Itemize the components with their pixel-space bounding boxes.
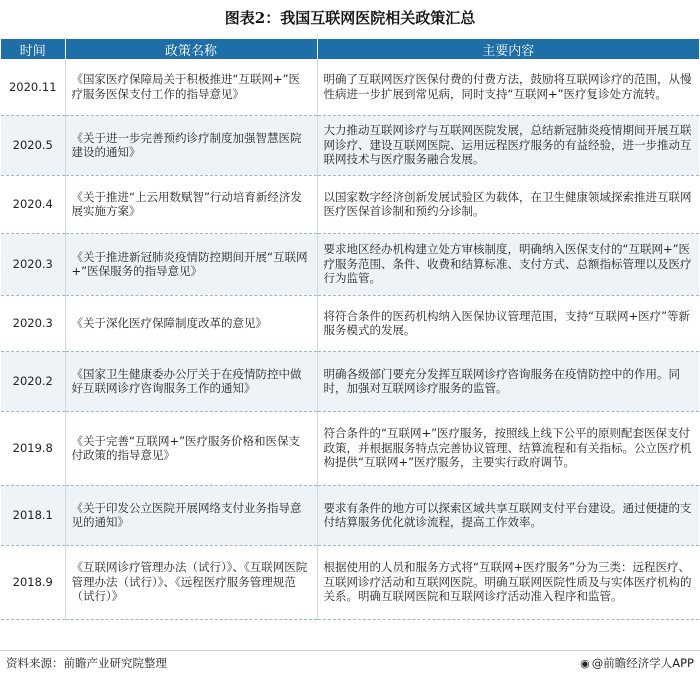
row-time: 2020.3 xyxy=(1,295,65,351)
row-content: 符合条件的“互联网+”医疗服务，按照线上线下公平的原则配套医保支付政策，并根据服务特点完善协议管理、结算流程和有关指标。公立医疗机构提供“互联网+”医疗服务，主要实行政府调节。 xyxy=(317,411,699,485)
source-note: 资料来源：前瞻产业研究院整理 xyxy=(6,656,167,670)
header-policy-name: 政策名称 xyxy=(65,39,317,59)
table-row xyxy=(1,485,699,545)
row-policy-name: 《关于进一步完善预约诊疗制度加强智慧医院建设的通知》 xyxy=(65,115,317,175)
row-time: 2020.11 xyxy=(1,59,65,115)
brand-label: @前瞻经济学人APP xyxy=(591,656,694,670)
header-time: 时间 xyxy=(1,39,65,59)
row-policy-name: 《关于深化医疗保障制度改革的意见》 xyxy=(65,295,317,351)
table-row xyxy=(1,411,699,485)
row-content: 大力推动互联网诊疗与互联网医院发展，总结新冠肺炎疫情期间开展互联网诊疗、建设互联网医院、运用远程医疗服务的有益经验，进一步推动互联网技术与医疗服务融合发展。 xyxy=(317,115,699,175)
row-policy-name: 《国家卫生健康委办公厅关于在疫情防控中做好互联网诊疗咨询服务工作的通知》 xyxy=(65,351,317,411)
row-policy-name: 《国家医疗保障局关于积极推进“互联网+”医疗服务医保支付工作的指导意见》 xyxy=(65,59,317,115)
table-row xyxy=(1,175,699,233)
row-policy-name: 《关于推进“上云用数赋智”行动培育新经济发展实施方案》 xyxy=(65,175,317,233)
table-header-row xyxy=(1,39,699,59)
row-time: 2020.4 xyxy=(1,175,65,233)
table-row xyxy=(1,351,699,411)
row-time: 2020.3 xyxy=(1,233,65,295)
row-policy-name: 《关于完善“互联网+”医疗服务价格和医保支付政策的指导意见》 xyxy=(65,411,317,485)
brand-credit xyxy=(580,653,694,674)
figure-title: 图表2：我国互联网医院相关政策汇总 xyxy=(224,9,476,27)
header-main-content: 主要内容 xyxy=(317,39,699,59)
row-content: 根据使用的人员和服务方式将“互联网+医疗服务”分为三类：远程医疗、互联网诊疗活动和互联网医院。明确互联网医院性质及与实体医疗机构的关系。明确互联网医院和互联网诊疗活动准入程序和监管。 xyxy=(317,545,699,619)
row-time: 2018.1 xyxy=(1,485,65,545)
row-content: 将符合条件的医药机构纳入医保协议管理范围，支持“互联网+医疗”等新服务模式的发展。 xyxy=(317,295,699,351)
table-row xyxy=(1,295,699,351)
row-time: 2019.8 xyxy=(1,411,65,485)
table-row xyxy=(1,59,699,115)
table-row xyxy=(1,233,699,295)
row-policy-name: 《互联网诊疗管理办法（试行）》、《互联网医院管理办法（试行）》、《远程医疗服务管理规范（试行）》 xyxy=(65,545,317,619)
table-row xyxy=(1,115,699,175)
table-row xyxy=(1,545,699,619)
row-content: 以国家数字经济创新发展试验区为载体，在卫生健康领域探索推进互联网医疗医保首诊制和预约分诊制。 xyxy=(317,175,699,233)
row-time: 2018.9 xyxy=(1,545,65,619)
row-policy-name: 《关于印发公立医院开展网络支付业务指导意见的通知》 xyxy=(65,485,317,545)
row-content: 明确了互联网医疗医保付费的付费方法，鼓励将互联网诊疗的范围，从慢性病进一步扩展到常见病，同时支持“互联网+”医疗复诊处方流转。 xyxy=(317,59,699,115)
row-policy-name: 《关于推进新冠肺炎疫情防控期间开展“互联网+”医保服务的指导意见》 xyxy=(65,233,317,295)
eye-icon: ◉ xyxy=(580,657,590,670)
row-time: 2020.5 xyxy=(1,115,65,175)
footer xyxy=(0,650,700,671)
row-content: 明确各级部门要充分发挥互联网诊疗咨询服务在疫情防控中的作用。同时，加强对互联网诊疗服务的监管。 xyxy=(317,351,699,411)
row-time: 2020.2 xyxy=(1,351,65,411)
row-content: 要求地区经办机构建立处方审核制度，明确纳入医保支付的“互联网+”医疗服务范围、条件、收费和结算标准、支付方式、总额指标管理以及医疗行为监管。 xyxy=(317,233,699,295)
policy-table xyxy=(1,39,699,620)
row-content: 要求有条件的地方可以探索区域共享互联网支付平台建设。通过便捷的支付结算服务优化就诊流程，提高工作效率。 xyxy=(317,485,699,545)
